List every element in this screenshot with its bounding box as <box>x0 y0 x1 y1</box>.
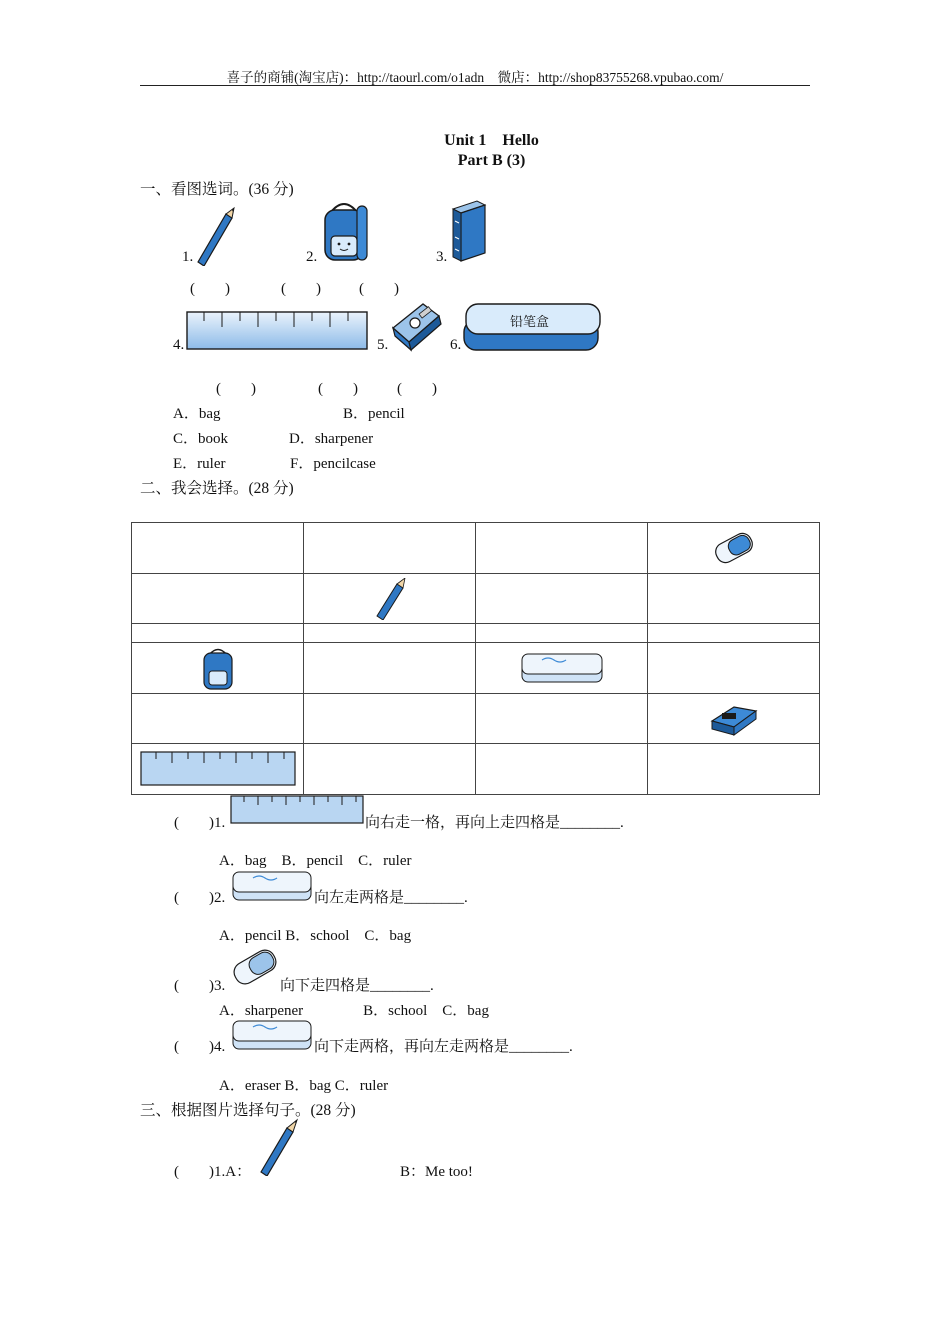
ruler-icon <box>186 311 368 351</box>
question-2-1-options: A．bag B．pencil C．ruler <box>219 853 412 869</box>
grid-cell <box>132 643 304 694</box>
item-number-1: 1. <box>182 249 194 265</box>
grid-cell <box>304 643 476 694</box>
question-2-4-options: A．eraser B．bag C．ruler <box>219 1078 389 1094</box>
option-b: B．pencil <box>343 406 405 422</box>
option-a: A．bag <box>173 406 221 422</box>
item-number-2: 2. <box>306 249 318 265</box>
grid-cell <box>304 523 476 574</box>
question-2-4-prefix[interactable]: ( )4. <box>174 1039 226 1055</box>
option-d: D．sharpener <box>289 431 374 447</box>
grid-cell <box>476 744 648 795</box>
option-f: F．pencilcase <box>290 456 376 472</box>
grid-cell <box>304 744 476 795</box>
pencil-icon <box>255 1118 301 1176</box>
answer-blank-3[interactable]: ( ) <box>359 281 399 297</box>
header-divider <box>140 85 810 86</box>
option-c: C．book <box>173 431 229 447</box>
item-number-5: 5. <box>377 337 389 353</box>
item-number-6: 6. <box>450 337 462 353</box>
question-2-2-text: 向左走两格是________. <box>314 890 468 906</box>
grid-cell <box>648 694 820 744</box>
question-2-2-options: A．pencil B．school C．bag <box>219 928 412 944</box>
grid-cell <box>476 694 648 744</box>
grid-cell <box>304 624 476 643</box>
unit-title: Unit 1 Hello <box>444 132 539 149</box>
question-2-1-prefix[interactable]: ( )1. <box>174 815 226 831</box>
grid-cell <box>648 744 820 795</box>
grid-cell <box>648 624 820 643</box>
grid-cell <box>304 694 476 744</box>
question-2-3-prefix[interactable]: ( )3. <box>174 978 226 994</box>
grid-cell <box>132 624 304 643</box>
grid-cell <box>304 574 476 624</box>
part-title: Part B (3) <box>457 152 526 169</box>
item-number-3: 3. <box>436 249 448 265</box>
pencilcase-icon <box>231 870 313 902</box>
question-2-4-text: 向下走两格，再向左走两格是________. <box>314 1039 573 1055</box>
grid-cell <box>476 574 648 624</box>
section3-heading: 三、根据图片选择句子。(28 分) <box>140 1102 356 1119</box>
answer-blank-5[interactable]: ( ) <box>318 381 358 397</box>
sharpener-icon <box>708 701 760 737</box>
pencil-icon <box>192 206 238 266</box>
question-3-1-prefix[interactable]: ( )1.A： <box>174 1164 252 1180</box>
pencilcase-icon <box>231 1019 313 1051</box>
pencilcase-icon <box>520 652 604 684</box>
question-2-3-options: A．sharpener B．school C．bag <box>219 1003 489 1019</box>
grid-cell <box>132 694 304 744</box>
grid-cell <box>132 744 304 795</box>
question-3-1-b: B：Me too! <box>400 1164 473 1180</box>
section2-heading: 二、我会选择。(28 分) <box>140 480 294 497</box>
schoolbag-icon <box>317 198 371 264</box>
grid-cell <box>132 574 304 624</box>
grid-cell <box>476 643 648 694</box>
answer-blank-2[interactable]: ( ) <box>281 281 321 297</box>
item-number-4: 4. <box>173 337 185 353</box>
schoolbag-icon <box>199 645 237 691</box>
book-icon <box>449 199 489 263</box>
answer-blank-6[interactable]: ( ) <box>397 381 437 397</box>
ruler-icon <box>140 751 296 787</box>
sharpener-icon <box>389 298 443 352</box>
answer-blank-4[interactable]: ( ) <box>216 381 256 397</box>
pencilcase-label: 铅笔盒 <box>510 315 550 330</box>
question-2-3-text: 向下走四格是________. <box>280 978 434 994</box>
ruler-icon <box>230 795 364 825</box>
grid-cell <box>648 574 820 624</box>
page-header: 喜子的商铺(淘宝店)：http://taourl.com/o1adn 微店：http://shop83755268.vpubao.com/ <box>226 70 724 85</box>
grid-cell <box>648 643 820 694</box>
section1-heading: 一、看图选词。(36 分) <box>140 181 294 198</box>
map-grid <box>131 522 820 795</box>
eraser-icon <box>711 528 757 568</box>
question-2-2-prefix[interactable]: ( )2. <box>174 890 226 906</box>
question-2-1-text: 向右走一格，再向上走四格是________. <box>365 815 624 831</box>
answer-blank-1[interactable]: ( ) <box>190 281 230 297</box>
option-e: E．ruler <box>173 456 226 472</box>
grid-cell <box>648 523 820 574</box>
pencil-icon <box>373 578 407 620</box>
grid-cell <box>476 523 648 574</box>
grid-cell <box>476 624 648 643</box>
eraser-icon <box>230 945 280 989</box>
grid-cell <box>132 523 304 574</box>
